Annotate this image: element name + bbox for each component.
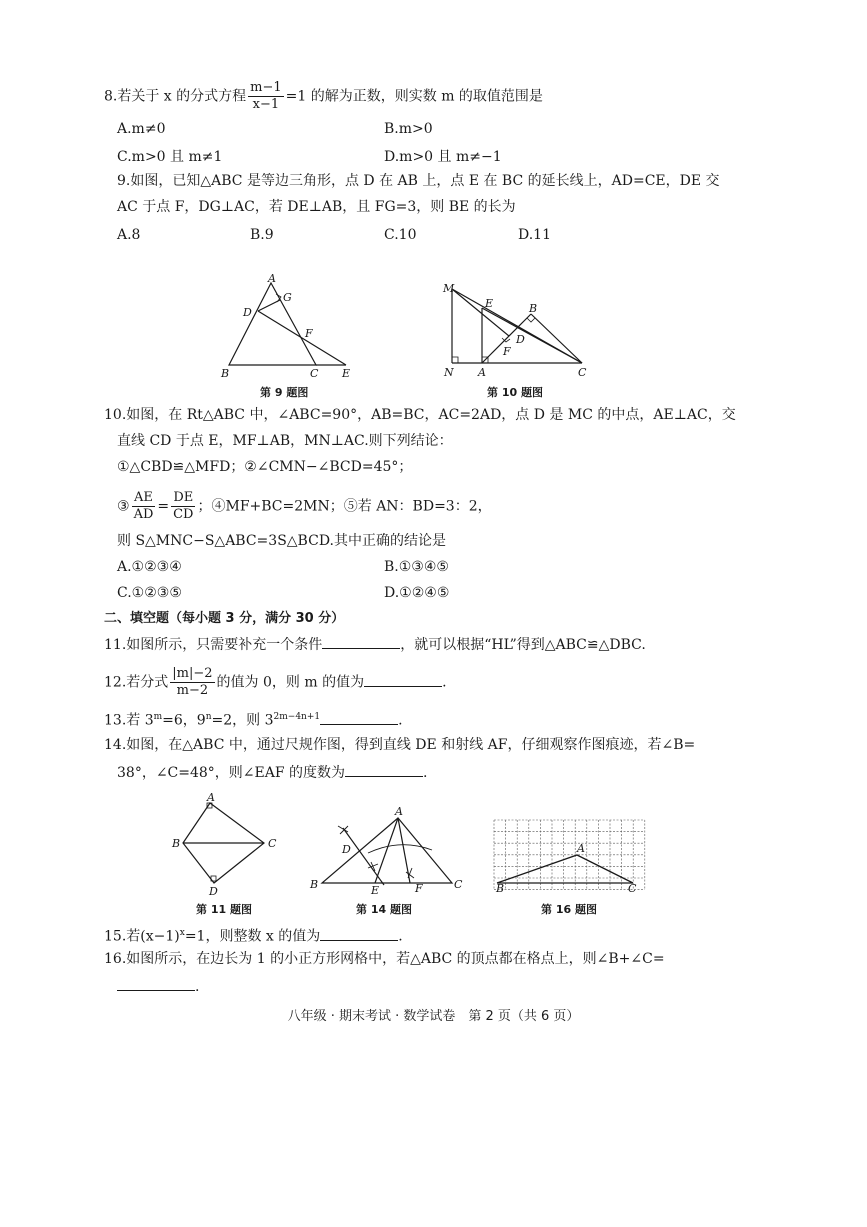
fig11-label-b: B [172, 837, 181, 850]
fig14-label-c: C [454, 878, 463, 891]
fig10-label-e: E [485, 297, 494, 310]
q12-frac-num: |m|−2 [172, 666, 213, 681]
q8-prefix: 8.若关于 x 的分式方程 [104, 88, 247, 105]
fig10-label-m: M [443, 282, 455, 295]
fig16-grid [494, 820, 645, 890]
fig14-label-e: E [371, 884, 380, 897]
q14-line-2-text: 38°，∠C=48°，则∠EAF 的度数为 [117, 765, 346, 781]
q8-frac-num: m−1 [250, 80, 282, 95]
q12-frac-den: m−2 [176, 683, 209, 698]
q9-line-2: AC 于点 F，DG⊥AC，若 DE⊥AB，且 FG=3，则 BE 的长为 [117, 199, 516, 215]
q12-end: . [442, 674, 447, 691]
q16-answer-blank[interactable] [117, 976, 195, 991]
q16-line-2 [117, 976, 199, 998]
fig9-label-a: A [268, 272, 276, 285]
fig10-label-f: F [503, 345, 511, 358]
fig11-label-a: A [207, 791, 215, 804]
q15-end: . [398, 928, 403, 945]
q10-option-a: A.①②③④ [117, 559, 182, 575]
q10-l4-suffix: ；④MF+BC=2MN；⑤若 AN：BD=3：2， [197, 498, 492, 515]
q10-frac2-den: CD [173, 507, 194, 522]
fig14-label-b: B [310, 878, 319, 891]
q13-sup-1: m [153, 712, 163, 722]
fig10-label-n: N [444, 366, 454, 379]
q10-option-c: C.①②③⑤ [117, 585, 182, 601]
page-footer: 八年级 · 期末考试 · 数学试卷 第 2 页（共 6 页） [287, 1009, 580, 1024]
fig9-caption: 第 9 题图 [260, 386, 309, 399]
fig16-label-a: A [577, 842, 585, 855]
q9-option-c: C.10 [384, 227, 417, 243]
q13-sup-3: 2m−4n+1 [273, 712, 321, 722]
fig16-label-b: B [496, 882, 505, 895]
q13-sup-2: n [205, 712, 212, 722]
q8-option-b: B.m>0 [384, 121, 433, 137]
q15-suffix: =1，则整数 x 的值为 [184, 928, 321, 945]
fig9-label-g: G [283, 291, 292, 304]
fig10-label-d: D [516, 333, 525, 346]
fig11-label-c: C [268, 837, 277, 850]
fig16-label-c: C [628, 882, 637, 895]
q15-answer-blank[interactable] [320, 926, 398, 941]
q13-mid: =6，9 [162, 712, 206, 729]
fig9-label-d: D [243, 306, 252, 319]
q8-option-a: A.m≠0 [117, 121, 166, 137]
q10-line-5: 则 S△MNC−S△ABC=3S△BCD.其中正确的结论是 [117, 533, 446, 549]
q15-sup: x [179, 928, 185, 938]
fig14-label-f: F [415, 882, 423, 895]
q10-l4-equals: = [157, 498, 170, 515]
fig16-caption: 第 16 题图 [541, 903, 597, 916]
q12-prefix: 12.若分式 [104, 674, 169, 691]
fig14-label-a: A [395, 805, 403, 818]
q9-option-d: D.11 [518, 227, 551, 243]
fig11-label-d: D [209, 885, 218, 898]
q10-line-3: ①△CBD≌△MFD；②∠CMN−∠BCD=45°； [117, 459, 413, 475]
q10-frac1-den: AD [133, 507, 154, 522]
section-2-title: 二、填空题（每小题 3 分，满分 30 分） [104, 611, 345, 626]
fig9-label-f: F [305, 327, 313, 340]
q9-line-1: 9.如图，已知△ABC 是等边三角形，点 D 在 AB 上，点 E 在 BC 的延长线上，AD=CE，DE 交 [117, 173, 720, 189]
q8-option-c: C.m>0 且 m≠1 [117, 149, 223, 165]
fig9-label-e: E [342, 367, 351, 380]
fig14-label-d: D [342, 843, 351, 856]
q9-option-a: A.8 [117, 227, 141, 243]
q8-frac-den: x−1 [252, 97, 280, 112]
q13-prefix: 13.若 3 [104, 712, 154, 729]
q10-line-2: 直线 CD 于点 E，MF⊥AB，MN⊥AC.则下列结论： [117, 433, 453, 449]
q12-suffix: 的值为 0，则 m 的值为 [216, 674, 365, 691]
q10-l4-prefix: ③ [117, 498, 130, 515]
q16-end: . [195, 979, 200, 995]
q11-prefix: 11.如图所示，只需要补充一个条件 [104, 637, 323, 653]
fig10-label-b: B [529, 302, 538, 315]
q9-option-b: B.9 [250, 227, 274, 243]
fig10-label-c: C [578, 366, 587, 379]
q14-line-1: 14.如图，在△ABC 中，通过尺规作图，得到直线 DE 和射线 AF，仔细观察作图痕迹，若∠B= [104, 737, 696, 753]
fig11-caption: 第 11 题图 [196, 903, 252, 916]
q8-option-d: D.m>0 且 m≠−1 [384, 149, 502, 165]
q8-suffix: =1 的解为正数，则实数 m 的取值范围是 [285, 88, 543, 105]
q10-option-b: B.①③④⑤ [384, 559, 449, 575]
q14-end: . [423, 765, 428, 781]
q10-option-d: D.①②④⑤ [384, 585, 450, 601]
q10-frac2-num: DE [171, 490, 195, 507]
fig9-label-b: B [221, 367, 230, 380]
q11-suffix: ，就可以根据“HL”得到△ABC≌△DBC. [400, 637, 646, 653]
q16-line-1: 16.如图所示，在边长为 1 的小正方形网格中，若△ABC 的顶点都在格点上，则∠B+∠C= [104, 951, 665, 967]
q13-mid-2: =2，则 3 [211, 712, 274, 729]
q13-end: . [398, 712, 403, 729]
fig10-caption: 第 10 题图 [487, 386, 543, 399]
fig9-label-c: C [310, 367, 319, 380]
fig10-label-a: A [478, 366, 486, 379]
q10-frac1-num: AE [132, 490, 156, 507]
fig14-caption: 第 14 题图 [356, 903, 412, 916]
q15-prefix: 15.若(x−1) [104, 928, 180, 945]
q10-line-1: 10.如图，在 Rt△ABC 中，∠ABC=90°，AB=BC，AC=2AD，点 D 是 MC 的中点，AE⊥AC，交 [104, 407, 736, 423]
question-15 [104, 922, 403, 948]
